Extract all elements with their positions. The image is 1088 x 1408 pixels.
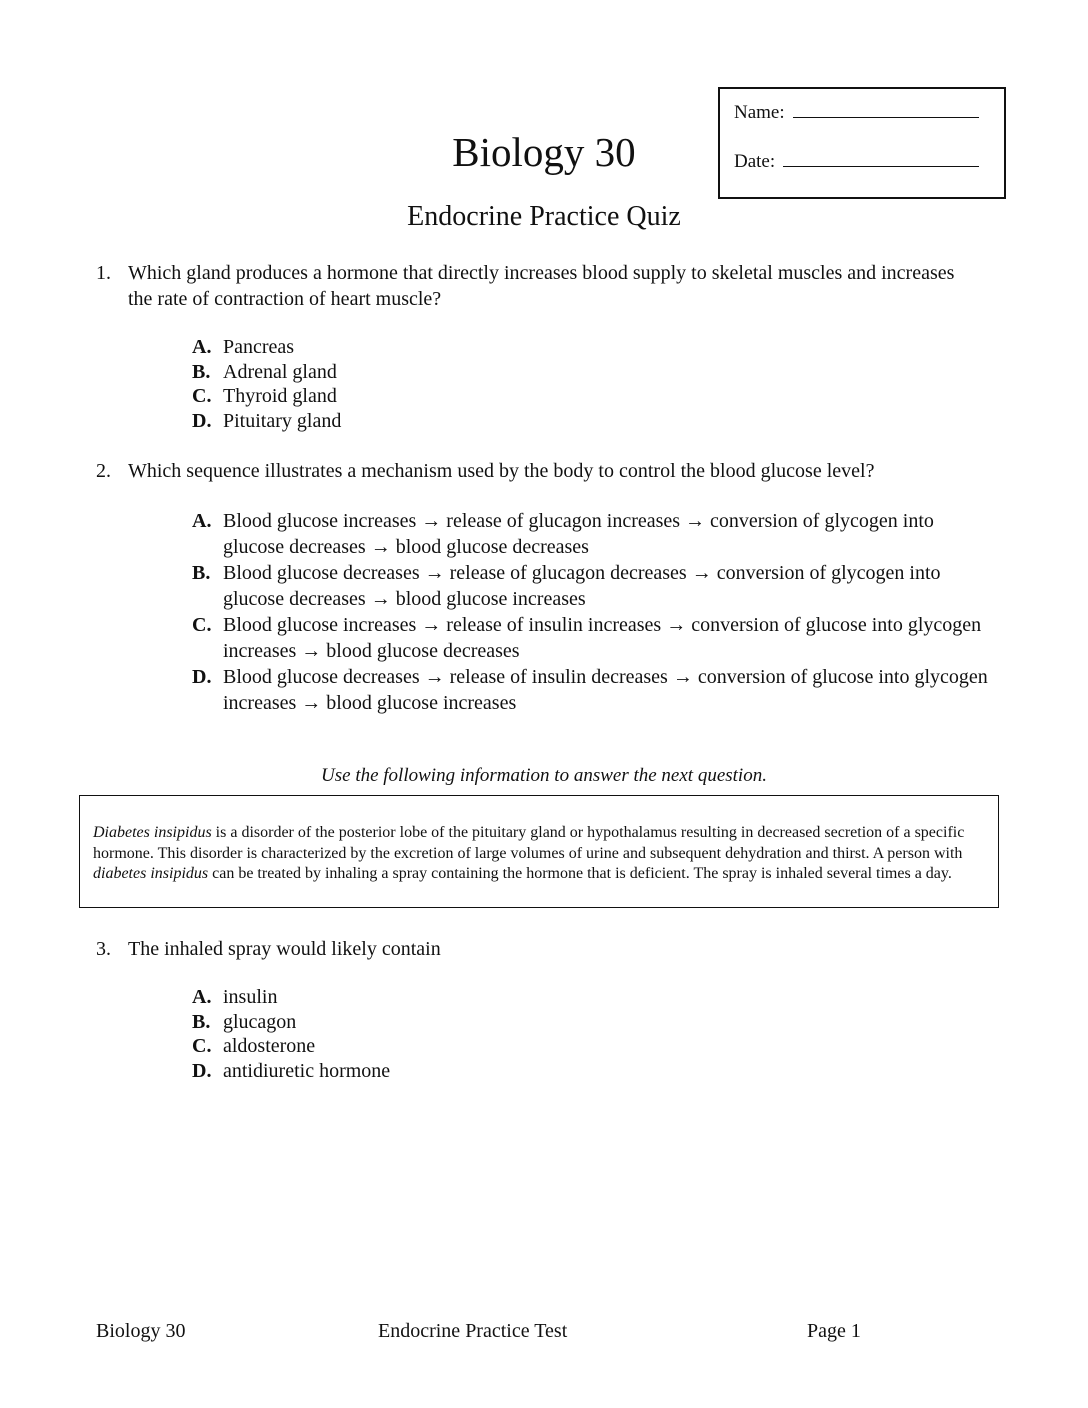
option-letter: D. [192,409,212,432]
option-letter: C. [192,385,212,407]
question-1-options [192,335,341,433]
info-term-lower: diabetes insipidus [93,865,209,882]
option-text: aldosterone [223,1035,316,1057]
question-text: The inhaled spray would likely contain [128,938,441,960]
option-letter: A. [192,986,212,1008]
option-d[interactable] [192,1059,390,1084]
option-a[interactable] [192,508,992,560]
option-text: Blood glucose increases → release of insulin increases → conversion of glucose into glycogen increases → blood glucose decreases [223,614,982,662]
option-text: Blood glucose decreases → release of glucagon decreases → conversion of glycogen into glucose decreases → blood glucose increases [223,562,941,610]
option-text: Pituitary gland [223,409,342,432]
option-letter: A. [192,510,212,532]
name-field[interactable] [734,99,979,124]
option-text: Blood glucose increases → release of glucagon increases → conversion of glycogen into glucose decreases → blood glucose decreases [223,510,934,558]
info-box [79,795,999,908]
option-text: Pancreas [223,336,295,358]
question-2-options [192,508,992,716]
question-number: 1. [96,262,111,284]
footer-page-number: Page 1 [807,1320,861,1342]
question-text: Which gland produces a hormone that directly increases blood supply to skeletal muscles and increases the rate of contraction of heart muscle? [128,262,955,310]
footer-test-title: Endocrine Practice Test [378,1320,568,1342]
info-heading: Use the following information to answer the next question. [321,765,767,786]
question-3-options [192,985,390,1083]
option-letter: A. [192,336,212,358]
question-text: Which sequence illustrates a mechanism used by the body to control the blood glucose level? [128,460,875,482]
option-text: Thyroid gland [223,385,337,407]
option-text: Adrenal gland [223,360,337,383]
option-text: glucagon [223,1010,297,1033]
option-letter: B. [192,562,211,584]
page-title: Biology 30 [452,129,636,175]
option-text: antidiuretic hormone [223,1059,391,1082]
option-a[interactable] [192,335,341,360]
option-c[interactable] [192,384,341,409]
option-a[interactable] [192,985,390,1010]
option-letter: D. [192,1059,212,1082]
option-b[interactable] [192,560,992,612]
option-d[interactable] [192,664,992,716]
date-label: Date: [734,151,776,172]
info-term: Diabetes insipidus [93,824,212,841]
option-letter: B. [192,1010,211,1033]
option-letter: C. [192,1035,212,1057]
option-text: insulin [223,986,278,1008]
question-number: 2. [96,460,111,482]
question-number: 3. [96,938,111,960]
option-d[interactable] [192,409,341,434]
name-blank[interactable] [793,99,979,118]
footer-course: Biology 30 [96,1320,186,1342]
option-b[interactable] [192,1010,390,1035]
info-text-1: is a disorder of the posterior lobe of the pituitary gland or hypothalamus resulting in decreased secretion of a specific hormone. This disorder is characterized by the excretion of large volumes of urine and subsequent dehydration and thirst. A person with [93,824,965,862]
option-c[interactable] [192,1034,390,1059]
option-text: Blood glucose decreases → release of insulin decreases → conversion of glucose into glycogen increases → blood glucose increases [223,666,988,714]
name-label: Name: [734,102,785,123]
page-subtitle: Endocrine Practice Quiz [407,201,681,232]
option-c[interactable] [192,612,992,664]
option-b[interactable] [192,360,341,385]
option-letter: D. [192,666,212,688]
option-letter: C. [192,614,212,636]
option-letter: B. [192,360,211,383]
info-text-2: can be treated by inhaling a spray containing the hormone that is deficient. The spray is inhaled several times a day. [208,865,952,882]
